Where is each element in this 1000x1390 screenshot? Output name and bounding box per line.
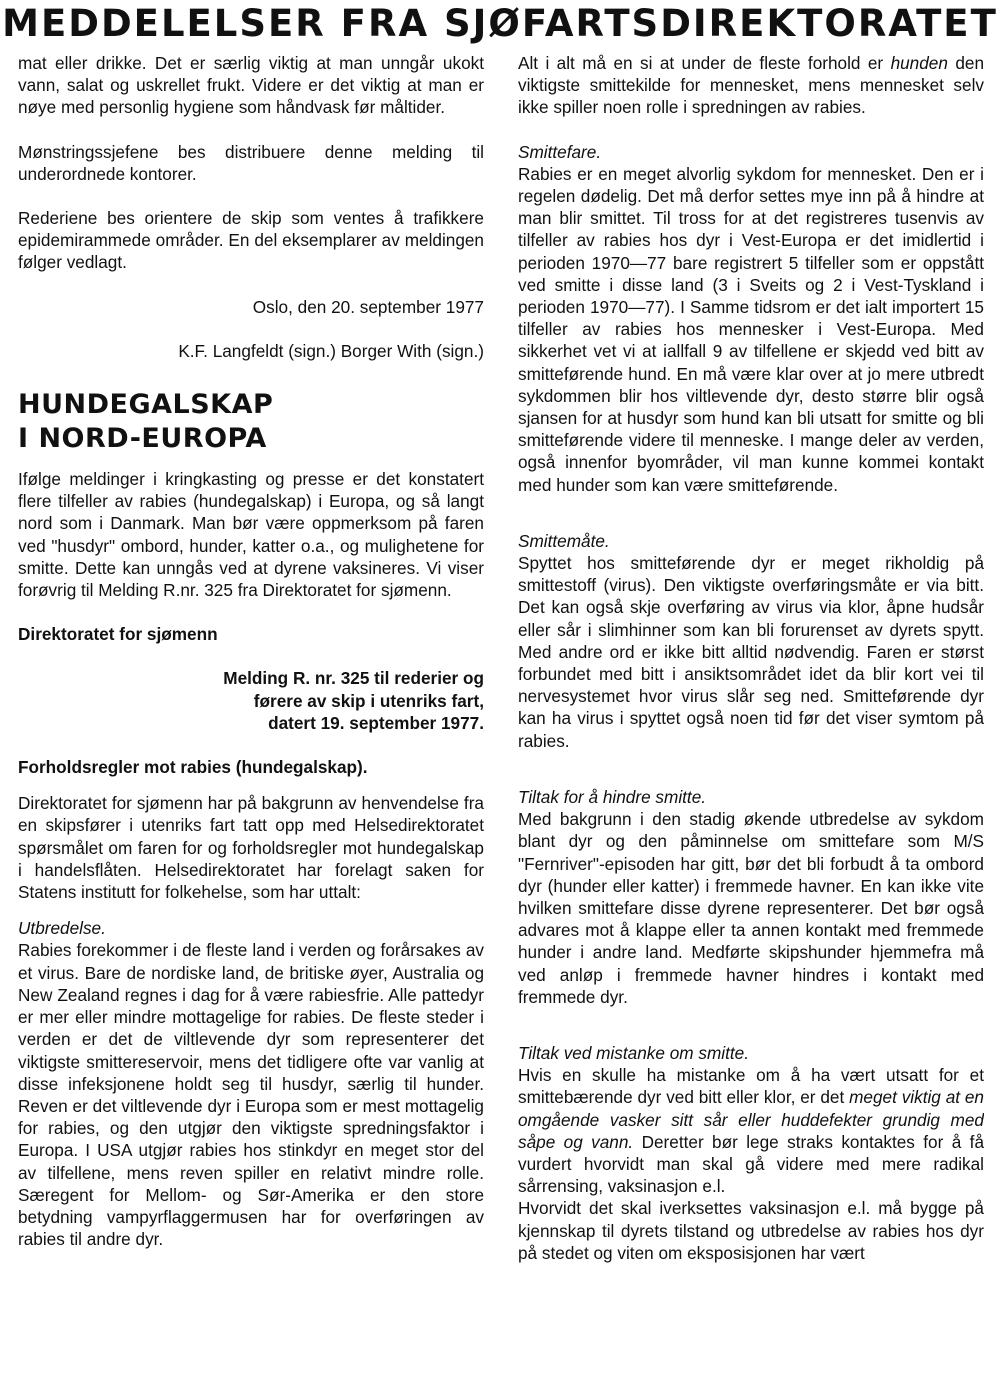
page-header — [0, 0, 1000, 50]
melding-reference — [18, 667, 484, 734]
section-smittemaate — [518, 530, 984, 752]
mistanke-emphasis: meget viktig at en omgående vasker sitt sår eller huddefekter grundig med såpe og vann. — [518, 1087, 984, 1152]
date-line: Oslo, den 20. september 1977 — [252, 296, 484, 317]
mistanke-title: Tiltak ved mistanke om smitte. — [518, 1042, 749, 1063]
melding-line1: Melding R. nr. 325 til rederier og — [223, 668, 484, 689]
signatures: K.F. Langfeldt (sign.) Borger With (sign.) — [178, 340, 484, 361]
dog-source-emphasis: hunden — [890, 53, 948, 73]
melding-line3: datert 19. september 1977. — [268, 712, 484, 733]
mistanke-text — [518, 1064, 984, 1197]
section-tiltak — [518, 786, 984, 1008]
dog-source-text-b: den viktigste smittekilde for mennesket, mens mennesket selv ikke spiller noen rolle i spredningen av rabies. — [518, 53, 984, 118]
melding-line2: førere av skip i utenriks fart, — [253, 690, 484, 711]
paragraph-hygiene: mat eller drikke. Det er særlig viktig at man unngår ukokt vann, salat og uskrellet frukt. Videre er det viktig at man er nøye med personlig hygiene som håndvask før måltider. — [18, 53, 484, 118]
tiltak-title: Tiltak for å hindre smitte. — [518, 786, 707, 807]
dog-source-text-a: Alt i alt må en si at under de fleste forhold er — [518, 53, 891, 73]
article-heading-line1: HUNDEGALSKAP — [18, 389, 274, 421]
utbredelse-text: Rabies forekommer i de fleste land i verden og forårsakes av et virus. Bare de nordiske land, de britiske øyer, Australia og New Zealand regnes i dag for å være rabiesfrie. Alle pattedyr er mer eller mindre mottagelige for rabies. De fleste steder i verden er det de viltlevende dyr som representerer det viktigste smittereservoir, mens det tidligere ofte var vanlig at disse infeksjonene holdt seg til husdyr, særlig til hunder. Reven er det viltlevende dyr i Europa som er mest mottagelig for rabies, og den utgjør den viktigste spredningsfaktor i Europa. I USA utgjør rabies hos stinkdyr en meget stor del av tilfellene, mens reven spiller en relativt mindre rolle. Særegent for Mellom- og Sør-Amerika er den store betydning vampyrflaggermusen har for overføringen av rabies til andre dyr. — [18, 940, 484, 1250]
mistanke-text-a: Hvis en skulle ha mistanke om å ha vært utsatt for et smittebærende dyr ved bitt eller klor, er det — [518, 1065, 984, 1108]
forholdsregler-text: Direktoratet for sjømenn har på bakgrunn av henvendelse fra en skipsfører i utenriks fart tatt opp med Helsedirektoratet spørsmålet om faren for og forholdsregler mot hundegalskap i handelsflåten. Helsedirektoratet har forelagt saken for Statens institutt for folkehelse, som har uttalt: — [18, 793, 484, 903]
tiltak-text: Med bakgrunn i den stadig økende utbredelse av sykdom blant dyr og den påminnelse om smittefare som M/S "Fernriver"-episoden har gitt, bør det bli forbudt å ta ombord dyr (hunder eller katter) i fremmede havner. En kan ikke vite hvilken smittefare disse dyrene representerer. Det bør også advares mot å klappe eller ta annen kontakt med fremmede hunder i andre land. Medførte skipshunder hjemmefra må ved anløp i fremmede havner hindres i kontakt med fremmede dyr. — [518, 809, 984, 1007]
article-heading — [18, 388, 484, 456]
smittemaate-title: Smittemåte. — [518, 530, 610, 551]
paragraph-distribution: Mønstringssjefene bes distribuere denne melding til underordnede kontorer. — [18, 141, 484, 184]
smittefare-title: Smittefare. — [518, 141, 602, 162]
page-title: MEDDELELSER FRA SJØFARTSDIREKTORATET — [2, 2, 998, 45]
smittefare-text: Rabies er en meget alvorlig sykdom for mennesket. Den er i regelen dødelig. Det må derfor settes mye inn på å hindre at man blir smittet. Til tross for at det registreres tusenvis av tilfeller av rabies hos dyr i Vest-Europa er det imidlertid i perioden 1970—77 bare registrert 5 tilfeller som er oppstått ved smitte i disse land (3 i Sveits og 2 i Vest-Tyskland i perioden 1970—77). I Samme tidsrom er det ialt importert 15 tilfeller av rabies hos mennesker i Vest-Europa. Med sikkerhet vet vi at iallfall 9 av tilfellene er skjedd ved bitt av smitteførende hund. En må være klar over at jo mere utbredt sykdommen blir hos viltlevende dyr, desto større blir også sjansen for at husdyr som hund kan bli utsatt for smitte og bli smitteførende videre til menneske. I mange deler av verden, også innenfor byområder, vil man kunne kommei kontakt med hunder som kan være smitteførende. — [518, 163, 984, 495]
mistanke-text-b: Deretter bør lege straks kontaktes for å få vurdert hvorvidt man skal gå videre med mere radikal sårrensing, vaksinasjon e.l. — [518, 1131, 984, 1197]
article-heading-line2: I NORD-EUROPA — [18, 423, 267, 455]
organization-name: Direktoratet for sjømenn — [18, 624, 218, 645]
section-smittefare — [518, 141, 984, 496]
smittemaate-text: Spyttet hos smitteførende dyr er meget rikholdig på smittestoff (virus). Den viktigste overføringsmåte er via bitt. Det kan også skje overføring av virus via klor, åpne hudsår eller sår i slimhinner som kan bli forurenset av dyrets spytt. Med andre ord er ikke bitt alltid nødvendig. Faren er størst forbundet med bitt i ansiktsområdet idet da blir kort vei til nervesystemet hvor virus slår seg ned. Smitteførende dyr kan ha virus i spyttet også noen tid før det viser symtom på rabies. — [518, 553, 984, 751]
left-column — [18, 52, 484, 1387]
section-mistanke — [518, 1042, 984, 1264]
right-column — [518, 52, 984, 1387]
utbredelse-title: Utbredelse. — [18, 918, 106, 939]
paragraph-shipowners: Rederiene bes orientere de skip som ventes å trafikkere epidemirammede områder. En del eksemplarer av meldingen følger vedlagt. — [18, 208, 484, 273]
intro-paragraph: Ifølge meldinger i kringkasting og presse er det konstatert flere tilfeller av rabies (hundegalskap) i Europa, og så langt nord som i Danmark. Man bør være oppmerksom på faren ved "husdyr" ombord, hunder, katter o.a., og mulighetene for smitte. Dette kan unngås ved at dyrene vaksineres. Vi viser forøvrig til Melding R.nr. 325 fra Direktoratet for sjømenn. — [18, 469, 484, 601]
vaccination-text: Hvorvidt det skal iverksettes vaksinasjon e.l. må bygge på kjennskap til dyrets tilstand og utbredelse av rabies hos dyr på stedet og viten om eksposisjonen har vært — [518, 1198, 984, 1263]
paragraph-dog-source — [518, 52, 984, 119]
forholdsregler-title: Forholdsregler mot rabies (hundegalskap). — [18, 757, 368, 778]
